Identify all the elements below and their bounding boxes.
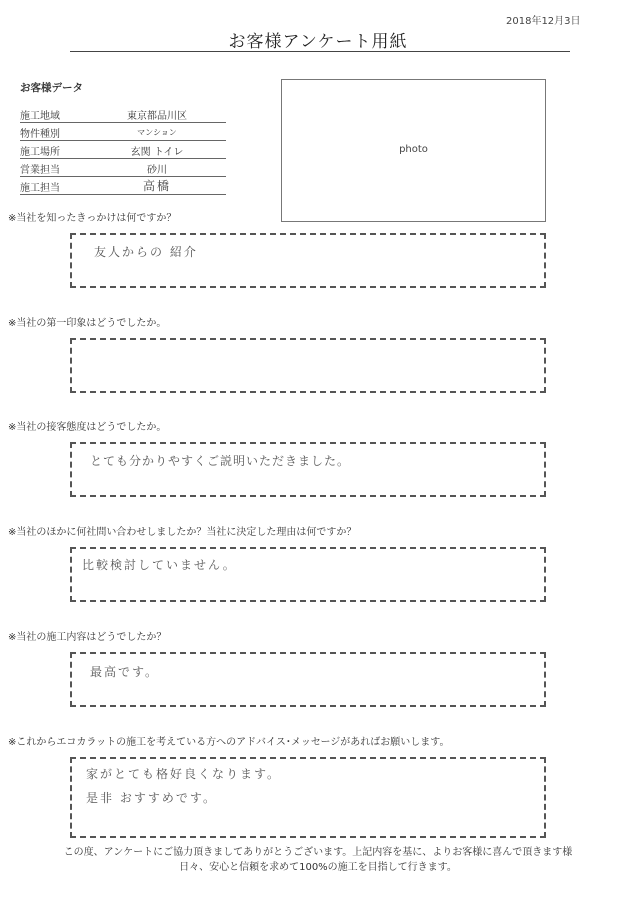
answer-box-1 xyxy=(70,233,546,288)
answer-box-3 xyxy=(70,442,546,497)
customer-row-installer xyxy=(20,178,226,195)
question-5: ※当社の施工内容はどうでしたか？ xyxy=(8,632,167,643)
answer-line: 比較検討していません。 xyxy=(82,558,237,572)
field-value: 東京都品川区 xyxy=(127,111,187,122)
photo-label: photo xyxy=(399,144,428,155)
question-2: ※当社の第一印象はどうでしたか。 xyxy=(8,318,167,329)
field-value: 高橋 xyxy=(142,179,171,193)
photo-placeholder xyxy=(281,79,546,222)
answer-line: 友人からの 紹介 xyxy=(94,245,198,259)
question-4: ※当社のほかに何社問い合わせしましたか？当社に決定した理由は何ですか？ xyxy=(8,527,357,538)
field-value: マンション xyxy=(137,128,177,137)
customer-data-heading: お客様データ xyxy=(20,82,83,94)
answer-box-4 xyxy=(70,547,546,602)
survey-date: 2018年12月3日 xyxy=(506,16,581,27)
answer-box-6 xyxy=(70,757,546,838)
question-3: ※当社の接客態度はどうでしたか。 xyxy=(8,422,167,433)
field-label: 営業担当 xyxy=(20,165,60,176)
customer-row-sales-rep xyxy=(20,160,226,177)
field-label: 物件種別 xyxy=(20,129,60,140)
field-label: 施工担当 xyxy=(20,183,60,194)
field-value: 砂川 xyxy=(147,165,167,176)
answer-box-2 xyxy=(70,338,546,393)
answer-line: 家がとても格好良くなります。 xyxy=(86,767,282,781)
footer-line-1: この度、アンケートにご協力頂きましてありがとうございます。上記内容を基に、よりお客様に喜んで頂きます様 xyxy=(63,847,573,858)
field-label: 施工地域 xyxy=(20,111,60,122)
title-underline xyxy=(70,51,570,52)
page-title: お客様アンケート用紙 xyxy=(228,32,408,52)
answer-box-5 xyxy=(70,652,546,707)
answer-line: 是非 おすすめです。 xyxy=(86,791,217,805)
customer-row-property-type xyxy=(20,124,226,141)
field-value: 玄関 トイレ xyxy=(130,147,184,158)
footer-line-2: 日々、安心と信頼を求めて100%の施工を目指して行きます。 xyxy=(179,862,457,873)
answer-line: 最高です。 xyxy=(90,665,160,679)
customer-row-area xyxy=(20,106,226,123)
field-label: 施工場所 xyxy=(20,147,60,158)
question-1: ※当社を知ったきっかけは何ですか？ xyxy=(8,213,177,224)
question-6: ※これからエコカラットの施工を考えている方へのアドバイス･メッセージがあればお願いします。 xyxy=(8,737,450,748)
customer-row-location xyxy=(20,142,226,159)
answer-line: とても分かりやすくご説明いただきました。 xyxy=(90,454,351,468)
